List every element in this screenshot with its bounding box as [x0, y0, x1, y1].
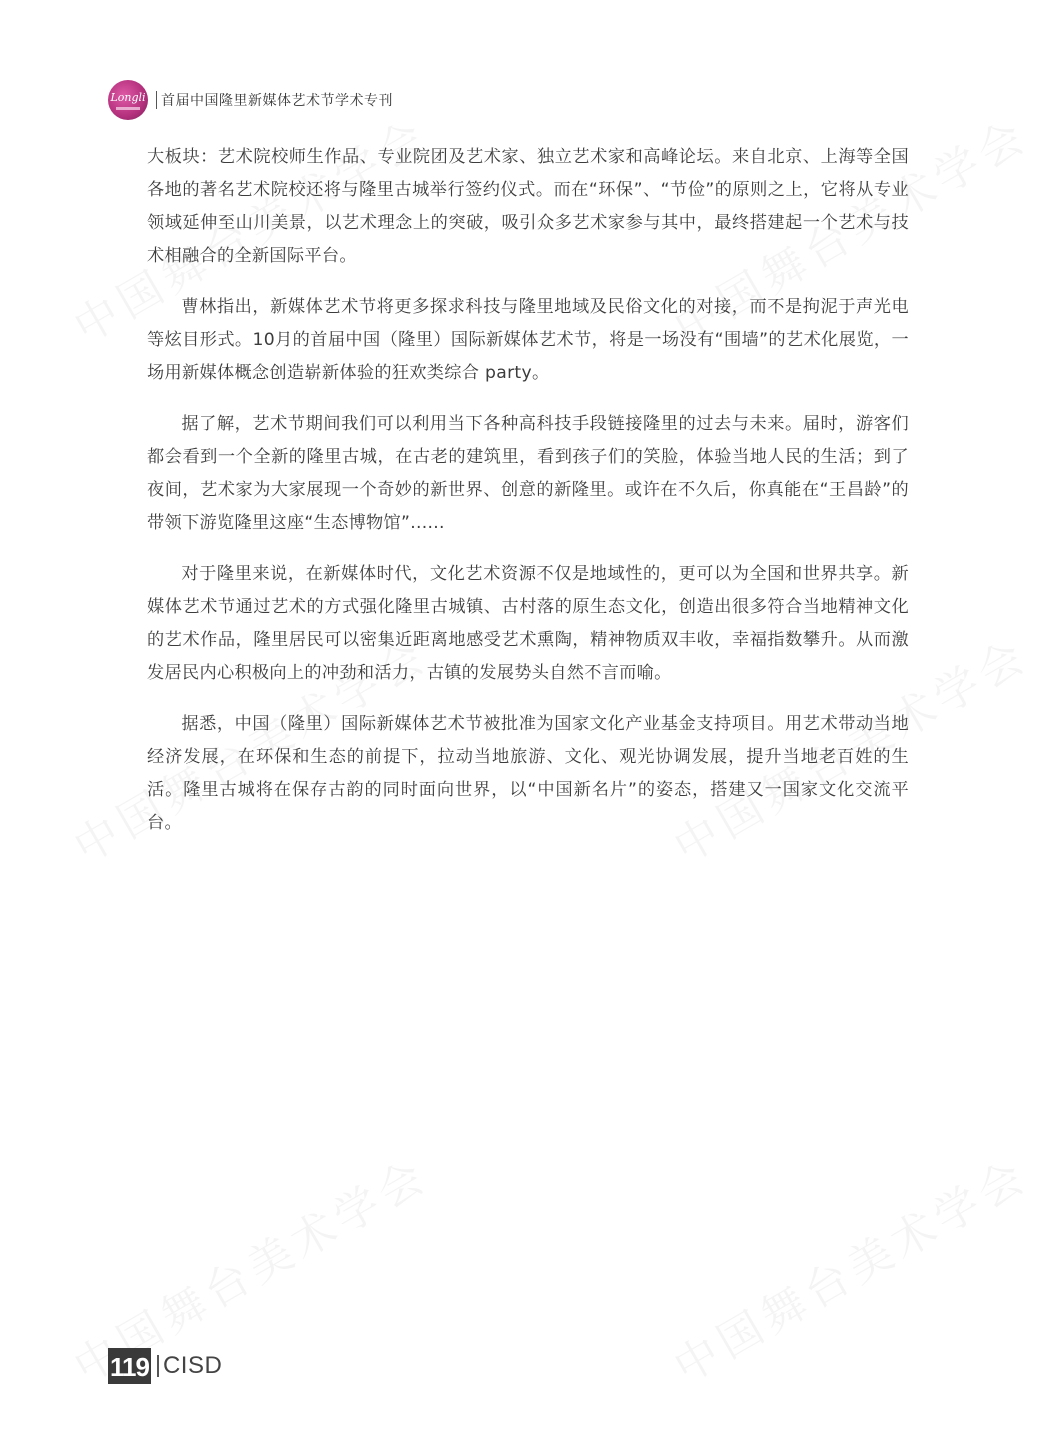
watermark: [660, 1140, 1038, 1395]
page-number: 119: [108, 1348, 151, 1384]
logo-text: Longli: [110, 90, 146, 104]
journal-title: 首届中国隆里新媒体艺术节学术专刊: [161, 93, 393, 109]
paragraph: 据了解，艺术节期间我们可以利用当下各种高科技手段链接隆里的过去与未来。届时，游客们都会看到一个全新的隆里古城，在古老的建筑里，看到孩子们的笑脸，体验当地人民的生活；到了夜间，艺术家为大家展现一个奇妙的新世界、创意的新隆里。或许在不久后，你真能在“王昌龄”的带领下游览隆里这座“生态博物馆”......: [147, 414, 909, 533]
header-divider: [156, 91, 157, 109]
page-footer: [108, 1346, 222, 1386]
article-body: [147, 141, 909, 858]
paragraph: 据悉，中国（隆里）国际新媒体艺术节被批准为国家文化产业基金支持项目。用艺术带动当地经济发展，在环保和生态的前提下，拉动当地旅游、文化、观光协调发展，提升当地老百姓的生活。隆里古城将在保存古韵的同时面向世界，以“中国新名片”的姿态，搭建又一国家文化交流平台。: [147, 714, 909, 833]
paragraph: 大板块：艺术院校师生作品、专业院团及艺术家、独立艺术家和高峰论坛。来自北京、上海等全国各地的著名艺术院校还将与隆里古城举行签约仪式。而在“环保”、“节俭”的原则之上，它将从专业领域延伸至山川美景，以艺术理念上的突破，吸引众多艺术家参与其中，最终搭建起一个艺术与技术相融合的全新国际平台。: [147, 147, 909, 266]
paragraph: 曹林指出，新媒体艺术节将更多探求科技与隆里地域及民俗文化的对接，而不是拘泥于声光电等炫目形式。10月的首届中国（隆里）国际新媒体艺术节，将是一场没有“围墙”的艺术化展览，一场用新媒体概念创造崭新体验的狂欢类综合 party。: [147, 297, 909, 383]
publisher-brand: CISD: [162, 1352, 223, 1379]
page-header: [108, 78, 393, 122]
footer-divider: [157, 1355, 159, 1377]
logo-underline: [116, 107, 140, 110]
paragraph: 对于隆里来说，在新媒体时代，文化艺术资源不仅是地域性的，更可以为全国和世界共享。新媒体艺术节通过艺术的方式强化隆里古城镇、古村落的原生态文化，创造出很多符合当地精神文化的艺术作品，隆里居民可以密集近距离地感受艺术熏陶，精神物质双丰收，幸福指数攀升。从而激发居民内心积极向上的冲劲和活力，古镇的发展势头自然不言而喻。: [147, 564, 909, 683]
festival-logo: [108, 80, 148, 120]
